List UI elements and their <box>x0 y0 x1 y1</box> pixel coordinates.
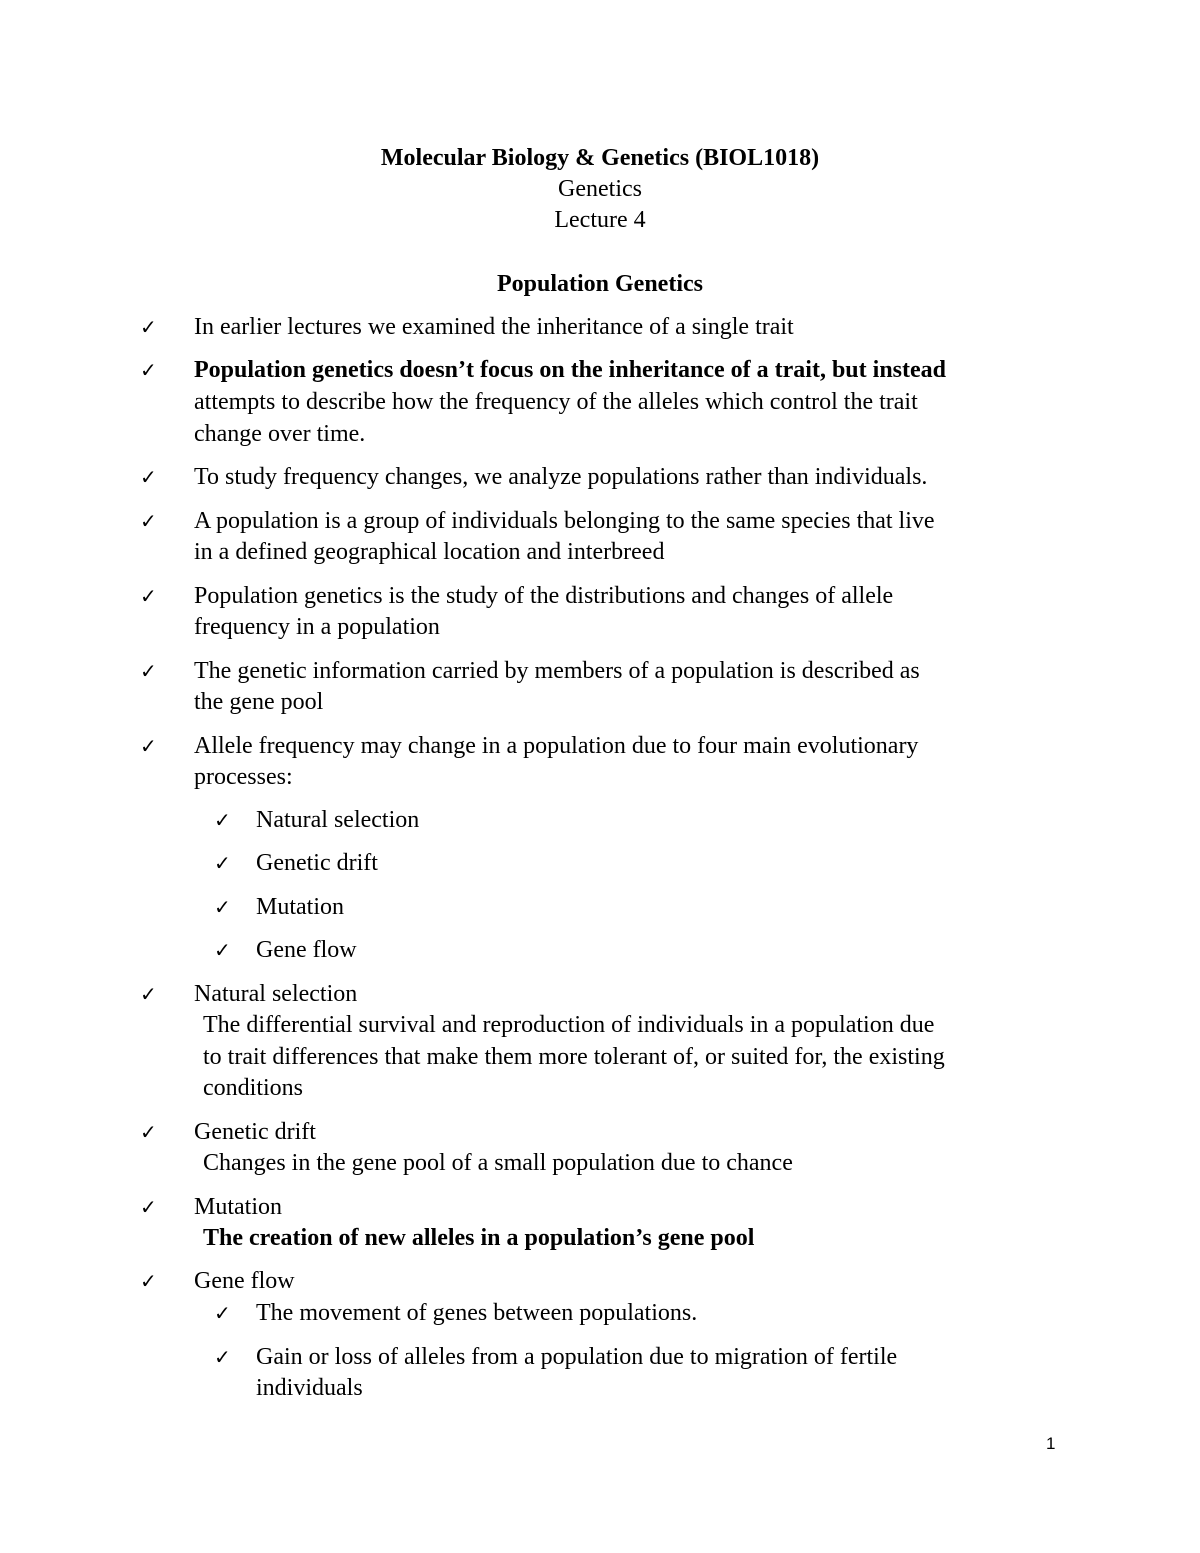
check-icon: ✓ <box>140 358 157 382</box>
list-item-continuation: attempts to describe how the frequency of the alleles which control the trait <box>194 389 918 415</box>
list-item: Allele frequency may change in a population due to four main evolutionary <box>194 733 919 759</box>
check-icon: ✓ <box>214 1301 231 1325</box>
check-icon: ✓ <box>140 1120 157 1144</box>
sub-list-item: Genetic drift <box>256 850 378 876</box>
check-icon: ✓ <box>214 851 231 875</box>
list-item-continuation: processes: <box>194 764 293 790</box>
document-subtitle: Genetics <box>558 176 642 202</box>
check-icon: ✓ <box>140 509 157 533</box>
check-icon: ✓ <box>140 659 157 683</box>
check-icon: ✓ <box>214 895 231 919</box>
list-item: Population genetics is the study of the distributions and changes of allele <box>194 583 894 609</box>
check-icon: ✓ <box>140 1269 157 1293</box>
check-icon: ✓ <box>140 1195 157 1219</box>
list-item: Population genetics doesn’t focus on the inheritance of a trait, but instead <box>194 357 946 383</box>
check-icon: ✓ <box>140 982 157 1006</box>
definition-text: to trait differences that make them more tolerant of, or suited for, the existing <box>203 1044 945 1070</box>
list-item-continuation: the gene pool <box>194 689 324 715</box>
list-item: In earlier lectures we examined the inheritance of a single trait <box>194 314 794 340</box>
page-number: 1 <box>1046 1434 1056 1453</box>
definition-term: Mutation <box>194 1194 282 1220</box>
check-icon: ✓ <box>214 808 231 832</box>
check-icon: ✓ <box>214 1345 231 1369</box>
check-icon: ✓ <box>140 584 157 608</box>
definition-text: The differential survival and reproduction of individuals in a population due <box>203 1012 935 1038</box>
list-item: A population is a group of individuals belonging to the same species that live <box>194 508 935 534</box>
definition-text: The creation of new alleles in a population’s gene pool <box>203 1225 755 1251</box>
list-item-continuation: in a defined geographical location and interbreed <box>194 539 665 565</box>
list-item: To study frequency changes, we analyze populations rather than individuals. <box>194 464 928 490</box>
definition-term: Natural selection <box>194 981 358 1007</box>
sub-list-item: Natural selection <box>256 807 420 833</box>
section-heading: Population Genetics <box>496 271 703 297</box>
sub-list-item: The movement of genes between populations. <box>256 1300 698 1326</box>
sub-list-item: Mutation <box>256 894 344 920</box>
list-item: The genetic information carried by members of a population is described as <box>194 658 920 684</box>
lecture-number: Lecture 4 <box>554 207 646 233</box>
list-item-continuation: frequency in a population <box>194 614 440 640</box>
sub-list-item-continuation: individuals <box>256 1375 363 1401</box>
check-icon: ✓ <box>140 734 157 758</box>
sub-list-item: Gain or loss of alleles from a population due to migration of fertile <box>256 1344 898 1370</box>
definition-text: Changes in the gene pool of a small population due to chance <box>203 1150 793 1176</box>
check-icon: ✓ <box>214 938 231 962</box>
list-item-continuation: change over time. <box>194 421 366 447</box>
check-icon: ✓ <box>140 465 157 489</box>
check-icon: ✓ <box>140 315 157 339</box>
definition-text: conditions <box>203 1075 303 1101</box>
definition-term: Genetic drift <box>194 1119 316 1145</box>
definition-term: Gene flow <box>194 1268 295 1294</box>
document-title: Molecular Biology & Genetics (BIOL1018) <box>380 145 820 171</box>
sub-list-item: Gene flow <box>256 937 357 963</box>
